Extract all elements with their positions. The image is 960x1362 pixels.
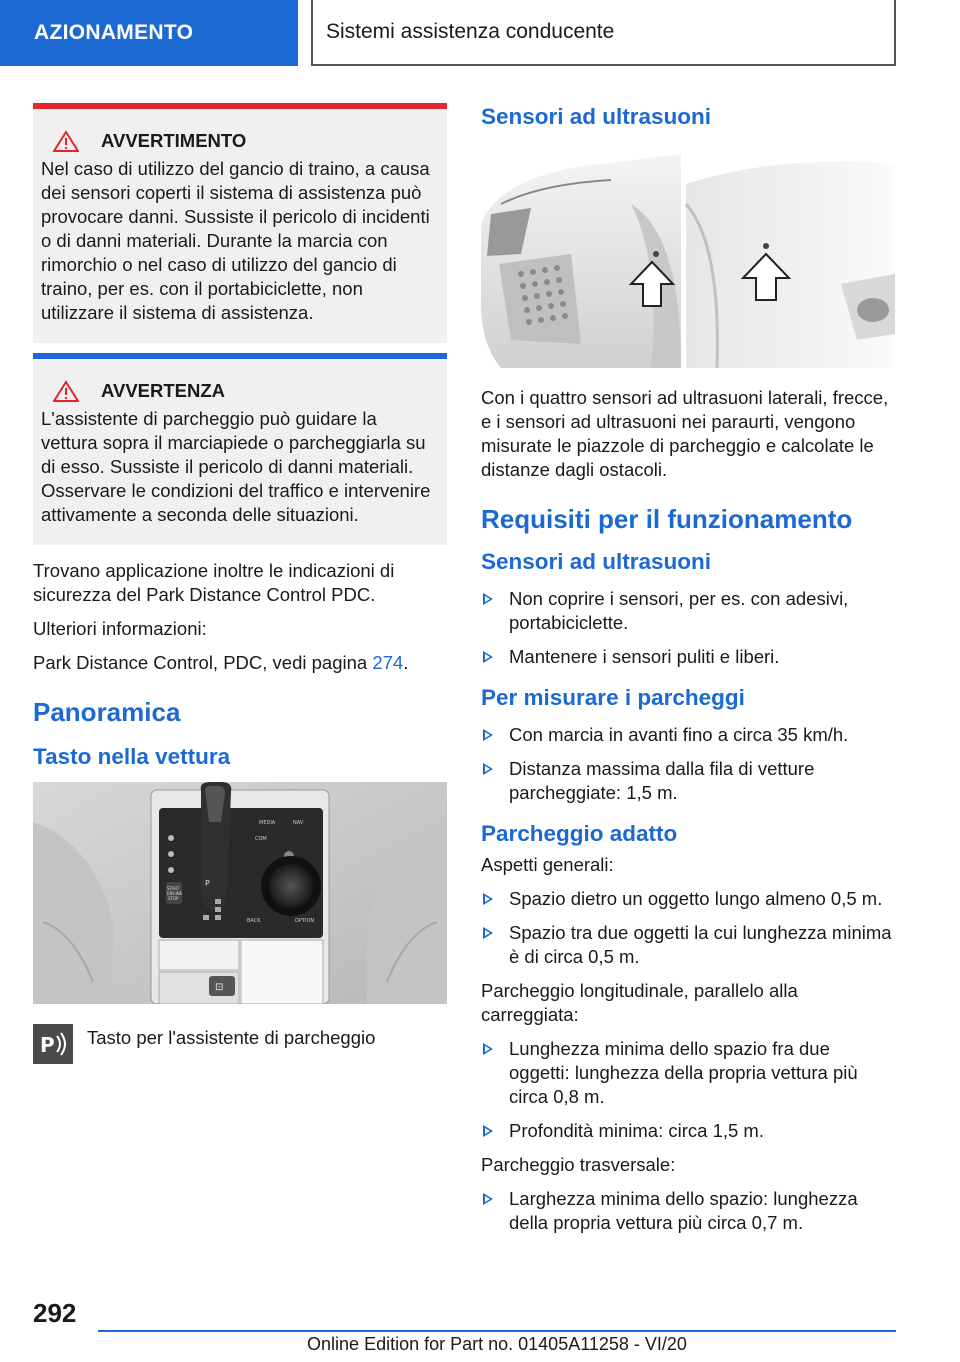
heading-ultrasonic-sensors: Sensori ad ultrasuoni — [481, 104, 712, 129]
measure-list — [481, 723, 895, 805]
page-number: 292 — [33, 1298, 77, 1328]
footer-divider — [98, 1330, 896, 1332]
start-label-mid: ENGINE — [167, 891, 183, 896]
list-item: Lunghezza minima dello spazio fra due oggetti: lunghezza della propria vettura più circa 0,8 m. — [481, 1037, 895, 1109]
warning-box-red — [33, 103, 447, 343]
bullet-triangle-icon — [483, 1043, 493, 1055]
console-image — [33, 782, 447, 1004]
pdc-button-row — [33, 1024, 447, 1064]
warning-triangle-icon — [53, 130, 79, 152]
header-section-tab: AZIONAMENTO — [0, 0, 298, 66]
svg-text:⊡: ⊡ — [215, 982, 224, 993]
start-label-bottom: STOP — [168, 896, 179, 901]
nav-label: NAV — [293, 820, 304, 826]
pdc-caption: Tasto per l'assistente di parcheggio — [87, 1027, 376, 1048]
ultrasonic-description: Con i quattro sensori ad ultrasuoni laterali, frecce, e i sensori ad ultrasuoni nei paraurti, vengono misurate le piazzole di parcheggio e calcolate le distanze dagli ostacoli. — [481, 387, 889, 480]
bullet-triangle-icon — [483, 1125, 493, 1137]
heading-measure-spaces: Per misurare i parcheggi — [481, 685, 745, 710]
bullet-triangle-icon — [483, 763, 493, 775]
list-item: Distanza massima dalla fila di vetture parcheggiate: 1,5 m. — [481, 757, 895, 805]
media-label: MEDIA — [259, 820, 276, 826]
notice-title: AVVERTENZA — [101, 380, 226, 401]
bullet-triangle-icon — [483, 927, 493, 939]
heading-ultrasonic-sensors-2: Sensori ad ultrasuoni — [481, 549, 712, 574]
start-label-top: START — [167, 886, 180, 891]
pdc-reference-text: Park Distance Control, PDC, vedi pagina — [33, 652, 373, 673]
notice-triangle-icon — [53, 380, 79, 402]
notice-heading — [41, 379, 435, 403]
general-list — [481, 887, 895, 969]
warning-text: Nel caso di utilizzo del gancio di traino, a causa dei sensori coperti il sistema di assistenza può provocare danni. Sussiste il pericolo di incidenti o di danni materiali. Durante la marcia con rimorchio o nel caso di utilizzo del gancio di traino, per es. con il portabiciclette, non utilizzare il sistema di assistenza. — [41, 158, 430, 323]
more-info-label: Ulteriori informazioni: — [33, 618, 207, 639]
heading-button-in-vehicle: Tasto nella vettura — [33, 744, 231, 769]
transverse-list — [481, 1187, 895, 1235]
park-assist-icon — [33, 1024, 73, 1064]
bullet-triangle-icon — [483, 593, 493, 605]
list-item: Con marcia in avanti fino a circa 35 km/h. — [481, 723, 895, 747]
parallel-label: Parcheggio longitudinale, parallelo alla carreggiata: — [481, 980, 798, 1025]
list-item: Mantenere i sensori puliti e liberi. — [481, 645, 895, 669]
pdc-reference-end: . — [403, 652, 409, 673]
heading-suitable-space: Parcheggio adatto — [481, 821, 678, 846]
page-link-274[interactable]: 274 — [372, 652, 404, 673]
pdc-reference — [33, 651, 447, 675]
bullet-triangle-icon — [483, 893, 493, 905]
parallel-list — [481, 1037, 895, 1143]
safety-paragraph: Trovano applicazione inoltre le indicazioni di sicurezza del Park Distance Control PDC. — [33, 560, 395, 605]
list-item: Non coprire i sensori, per es. con adesivi, portabiciclette. — [481, 587, 895, 635]
right-column — [481, 100, 895, 1245]
back-label: BACK — [247, 918, 261, 924]
bullet-triangle-icon — [483, 651, 493, 663]
ultrasonic-sensors-image — [481, 144, 895, 368]
list-item: Profondità minima: circa 1,5 m. — [481, 1119, 895, 1143]
bullet-triangle-icon — [483, 1193, 493, 1205]
svg-text:P: P — [40, 1033, 55, 1057]
transverse-label: Parcheggio trasversale: — [481, 1154, 676, 1175]
list-item: Larghezza minima dello spazio: lunghezza della propria vettura più circa 0,7 m. — [481, 1187, 895, 1235]
footer-edition: Online Edition for Part no. 01405A11258 - VI/20 — [307, 1334, 687, 1354]
option-label: OPTION — [295, 918, 315, 924]
list-item: Spazio dietro un oggetto lungo almeno 0,5 m. — [481, 887, 895, 911]
heading-overview: Panoramica — [33, 697, 181, 727]
warning-heading — [41, 129, 435, 153]
list-item: Spazio tra due oggetti la cui lunghezza minima è di circa 0,5 m. — [481, 921, 895, 969]
gear-p-label: P — [205, 879, 210, 888]
header-chapter-title: Sistemi assistenza conducente — [311, 0, 896, 66]
warning-title: AVVERTIMENTO — [101, 130, 247, 151]
heading-requirements: Requisiti per il funzionamento — [481, 504, 853, 534]
notice-box-blue — [33, 353, 447, 545]
bullet-triangle-icon — [483, 729, 493, 741]
left-column — [33, 103, 447, 1064]
notice-text: L'assistente di parcheggio può guidare la vettura sopra il marciapiede o parcheggiarla su di esso. Sussiste il pericolo di danni materiali. Osservare le condizioni del traffico e intervenire attivamente a seconda delle situazioni. — [41, 408, 431, 525]
general-label: Aspetti generali: — [481, 854, 614, 875]
ultrasonic-list — [481, 587, 895, 669]
com-label: COM — [255, 836, 267, 842]
